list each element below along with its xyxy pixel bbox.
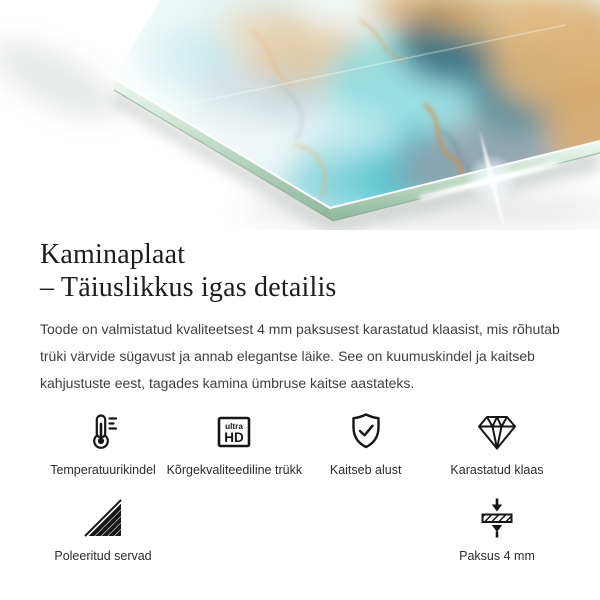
thickness-icon [475,495,519,541]
diamond-icon [474,409,520,455]
polished-edges-icon [80,495,126,541]
shield-check-icon [344,409,388,455]
feature-print-quality [166,409,303,478]
ultra-hd-icon [212,409,256,455]
feature-grid [40,409,560,564]
feature-label: Temperatuurikindel [50,463,156,477]
feature-polished-edges [40,495,166,564]
product-description: Toode on valmistatud kvaliteetsest 4 mm paksusest karastatud klaasist, mis rõhutab trüki värvide sügavust ja annab elegantse läike. See on kuumuskindel ja kaitseb kahjustuste eest, tagades kamina ümbruse kaitse aastateks. [40,321,560,391]
feature-tempered-glass [434,409,560,478]
page-title [40,238,560,304]
glass-panel-photo [0,0,600,230]
page-title-line-1: Kaminaplaat [40,239,186,270]
ultra-hd-badge-top: ultra [225,422,244,431]
thermometer-icon [81,409,125,455]
feature-label: Karastatud klaas [450,463,544,477]
ambient-shadow [0,24,129,136]
feature-label: Poleeritud servad [54,549,152,563]
feature-thickness [434,495,560,564]
feature-label: Kõrgekvaliteediline trükk [166,463,303,477]
feature-protects-base [303,409,429,478]
page-title-line-2: – Täiuslikkus igas detailis [40,272,337,303]
feature-temperature [40,409,166,478]
feature-label: Paksus 4 mm [459,549,535,563]
product-image [0,0,600,230]
ultra-hd-badge-bottom: HD [224,430,245,445]
feature-label: Kaitseb alust [329,463,402,477]
